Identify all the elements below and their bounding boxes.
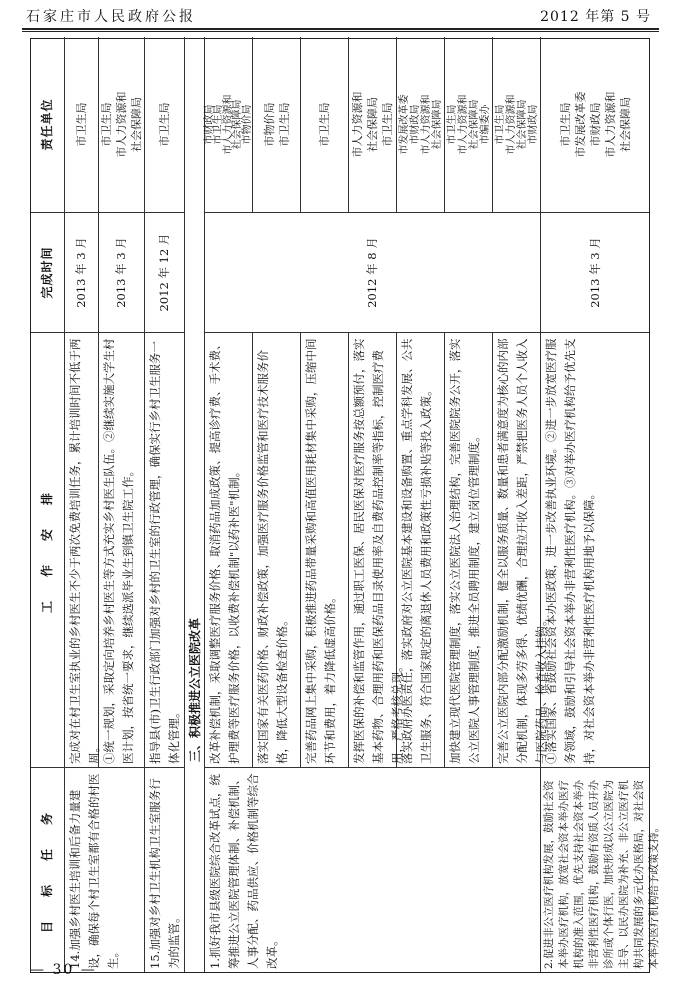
section-title: 三、积极推进公立医院改革	[185, 37, 205, 972]
unit-1-1: 市财政局 市卫生局 市人力资源和 社会保障局 市物价局	[205, 37, 253, 212]
col-header-arrangement: 工 作 安 排	[31, 332, 65, 767]
unit-1-4: 市人力资源和 社会保障局 市卫生局	[349, 37, 397, 212]
unit-2: 市卫生局 市发展改革委 市财政局 市人力资源和 社会保障局	[558, 91, 632, 158]
time-14-2: 2013 年 3 月	[99, 212, 145, 332]
col-header-unit: 责任单位	[31, 37, 65, 212]
task-public-hospital-2: 2.促进非公立医疗机构发展，鼓励社会资本举办医疗机构，放宽社会资本举办医疗机构的准入范围，优先支持社会资本举办非营利性医疗机构，鼓励有资质人员开办诊所或个体行医，加快形成以公立医院为主导、以民办医院为补充、非公立医疗机构共同发展的多元化办医格局，对社会资本举办医疗机构给予政策支持。	[541, 767, 649, 972]
time-public-hospital-1: 2012 年 8 月	[205, 212, 541, 332]
arrangement-1-4: 发挥医保的补偿和监管作用，通过职工医保、居民医保对医疗服务按总额预付，落实基本药物、合理用药和医保药品目录使用率及自费药品控制率等指标，控制医疗费用，严格考核兑现。	[349, 332, 397, 767]
unit-1-2: 市物价局 市卫生局	[253, 37, 301, 212]
col-header-time: 完成时间	[31, 212, 65, 332]
task-public-hospital-1: 1.抓好我市县级医院综合改革试点，统筹推进公立医院管理体制、补偿机制、人事分配、药品供应、价格机制等综合改革。	[205, 767, 541, 972]
arrangement-15: 指导县(市)卫生行政部门加强对乡村的卫生室的行政管理，确保实行乡村卫生服务一体化管理。	[145, 332, 185, 767]
arrangement-1-3: 完善药品网上集中采购，积极推进药品带量采购和高值医用耗材集中采购，压缩中间环节和费用，着力降低虚高价格。	[301, 332, 349, 767]
arrangement-1-1: 改革补偿机制，采取调整医疗服务价格、取消药品加成政策、提高诊疗费、手术费、护理费等医疗服务价格，以收费补偿机制"以药补医"机制。	[205, 332, 253, 767]
page-number: — 30 —	[30, 962, 97, 978]
task-14: 14.加强乡村医生培训和后备力量建设，确保每个村卫生室都有合格的村医生。	[65, 767, 145, 972]
unit-14-1: 市卫生局	[65, 37, 99, 212]
unit-15: 市卫生局	[145, 37, 185, 212]
arrangement-1-5: 落实政府办医责任，落实政府对公立医院基本建设和设备购置、重点学科发展、公共卫生服务、符合国家规定的离退休人员费用和政策性亏损补贴等投入政策。	[397, 332, 445, 767]
rotated-table	[30, 38, 660, 973]
arrangement-1-6: 加快建立现代医院管理制度，落实公立医院法人治理结构，完善医院院务公开，落实公立医院人事管理制度，推进全员聘用制度，建立岗位管理制度。	[445, 332, 493, 767]
header-rule	[22, 28, 659, 30]
arrangement-14-1: 完成对在村卫生室执业的乡村医生不少于两次免费培训任务，累计培训时间不低于两周。	[65, 332, 99, 767]
col-header-task: 目 标 任 务	[31, 767, 65, 972]
time-public-hospital-2: 2013 年 3 月	[541, 212, 649, 332]
unit-1-7: 市卫生局 市人力资源和 社会保障局 市财政局	[493, 37, 541, 212]
arrangement-1-2: 落实国家有关医药价格、财政补偿政策，加强医疗服务价格监管和医疗技术服务价格，降低大型设备检查价格。	[253, 332, 301, 767]
unit-14-2: 市卫生局 市人力资源和 社会保障局	[99, 37, 145, 212]
task-15: 15.加强对乡村卫生机构卫生室服务行为的监管。	[145, 767, 185, 972]
unit-1-6: 市卫生局 市人力资源和 社会保障局 市编委办	[445, 37, 493, 212]
header-rule-thin	[22, 31, 659, 32]
task-table	[30, 38, 660, 973]
arrangement-1-7: 完善公立医院内部分配激励机制，健全以服务质量、数量和患者满意度为核心的内部分配机制，体现多劳多得、优绩优酬，合理拉开收入差距，严禁把医务人员个人收入与医院药品、检查收入挂钩。	[493, 332, 541, 767]
unit-1-5: 市发展改革委 市财政局 市人力资源和 社会保障局	[397, 37, 445, 212]
time-14-1: 2013 年 3 月	[65, 212, 99, 332]
issue-number: 2012 年第 5 号	[540, 9, 651, 25]
arrangement-2: ①落实国家、省鼓励社会资本办医政策，进一步改善执业环境。②进一步放宽医疗服务领域，鼓励和引导社会资本举办非营利性医疗机构。③对举办医疗机构给予优先支持，对社会资本举办非营利性医疗机构用地予以保障。	[541, 332, 649, 767]
time-15: 2012 年 12 月	[145, 212, 185, 332]
arrangement-14-2: ①统一规划，采取定向培养乡村医生等方式充实乡村医生队伍。②继续实施大学生村医计划，按省统一要求，继续选派毕业生到镇卫生院工作。	[99, 332, 145, 767]
publication-title: 石家庄市人民政府公报	[26, 9, 196, 25]
unit-1-3: 市卫生局	[301, 37, 349, 212]
